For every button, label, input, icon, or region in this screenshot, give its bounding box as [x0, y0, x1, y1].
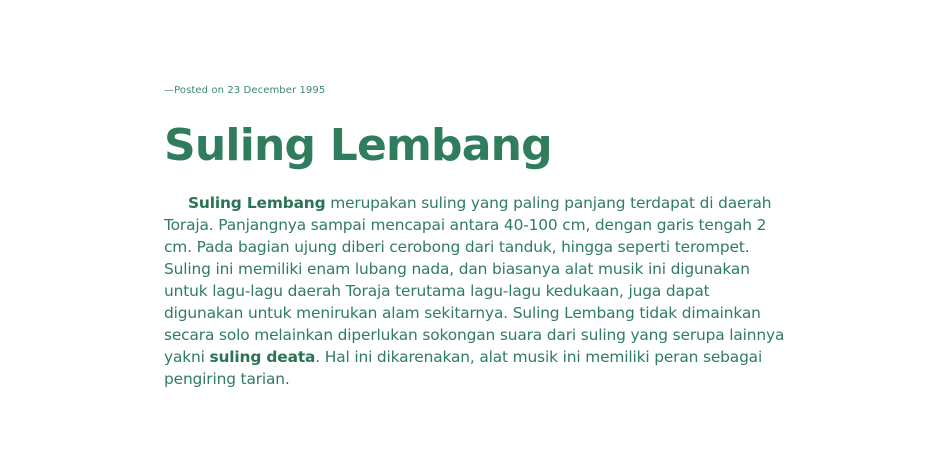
article: [164, 84, 789, 390]
inline-term: suling deata: [209, 348, 316, 366]
post-date: —Posted on 23 December 1995: [164, 85, 326, 96]
body-text-part-1: merupakan suling yang paling panjang terdapat di daerah Toraja. Panjangnya sampai mencapai antara 40-100 cm, dengan garis tengah 2 cm. Pada bagian ujung diberi cerobong dari tanduk, hingga seperti terompet. Suling ini memiliki enam lubang nada, dan biasanya alat musik ini digunakan untuk lagu-lagu daerah Toraja terutama lagu-lagu kedukaan, juga dapat digunakan untuk menirukan alam sekitarnya. Suling Lembang tidak dimainkan secara solo melainkan diperlukan sokongan suara dari suling yang serupa lainnya yakni: [164, 194, 785, 366]
article-body: [164, 192, 789, 390]
article-title: Suling Lembang: [164, 120, 552, 171]
lead-term: Suling Lembang: [188, 194, 326, 212]
body-text-part-2: . Hal ini dikarenakan, alat musik ini memiliki peran sebagai pengiring tarian.: [164, 348, 763, 388]
